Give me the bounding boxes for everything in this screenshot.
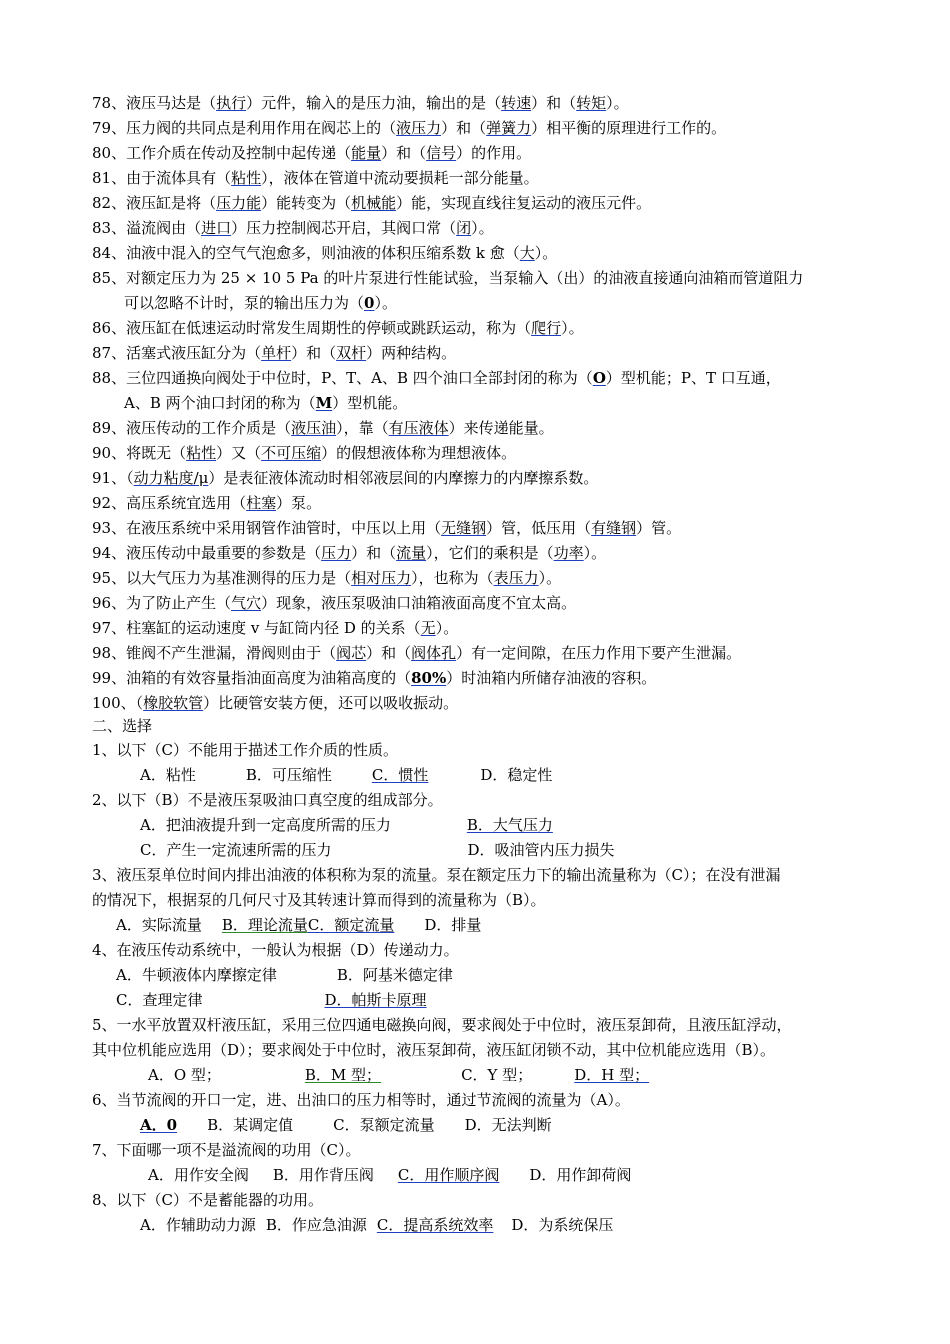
line-text: 79、压力阀的共同点是利用作用在阀芯上的（ — [92, 119, 397, 137]
line-text: ）和（ — [351, 544, 397, 562]
answer-text: 转矩 — [576, 94, 607, 112]
line-text: A．实际流量 — [116, 916, 202, 934]
answer-text: O — [592, 369, 606, 387]
choice-line — [92, 865, 781, 885]
answer-text: 气穴 — [231, 594, 262, 612]
line-text: 5、一水平放置双杆液压缸，采用三位四通电磁换向阀，要求阀处于中位时，液压泵卸荷，且液压缸浮动， — [92, 1016, 792, 1034]
choice-line — [92, 1015, 792, 1035]
answer-text: 弹簧力 — [486, 119, 532, 137]
line-text: ）和（ — [531, 94, 577, 112]
line-text: 94、液压传动中最重要的参数是（ — [92, 544, 322, 562]
choice-line — [148, 1165, 631, 1185]
line-text: 99、油箱的有效容量指油面高度为油箱高度的（ — [92, 669, 412, 687]
line-text: A．粘性 — [140, 766, 196, 784]
line-text: ）。 — [471, 219, 494, 237]
answer-text: 进口 — [201, 219, 232, 237]
line-text: D．用作卸荷阀 — [529, 1166, 632, 1184]
choice-line — [92, 940, 459, 960]
line-text: 6、当节流阀的开口一定，进、出油口的压力相等时，通过节流阀的流量为（A）。 — [92, 1091, 630, 1109]
answer-text: 有缝钢 — [591, 519, 637, 537]
line-text: 83、溢流阀由（ — [92, 219, 202, 237]
choice-line — [92, 790, 443, 810]
fill_in-line — [92, 343, 456, 363]
line-text: 可以忽略不计时，泵的输出压力为（ — [124, 294, 365, 312]
line-text: A．把油液提升到一定高度所需的压力 — [140, 816, 391, 834]
answer-text: 粘性 — [186, 444, 217, 462]
line-text: ）来传递能量。 — [448, 419, 554, 437]
line-text: D．吸油管内压力损失 — [467, 841, 615, 859]
answer-text: M — [315, 394, 333, 412]
line-text: ）有一定间隙，在压力作用下要产生泄漏。 — [456, 644, 742, 662]
line-text: 82、液压缸是将（ — [92, 194, 217, 212]
fill_in-line — [92, 693, 458, 713]
line-text: A．牛顿液体内摩擦定律 — [116, 966, 277, 984]
answer-text: 粘性 — [231, 169, 262, 187]
line-text: B．用作背压阀 — [272, 1166, 374, 1184]
answer-text: 压力能 — [216, 194, 262, 212]
line-text: 的情况下，根据泵的几何尺寸及其转速计算而得到的流量称为（B）。 — [92, 891, 546, 909]
line-text: ）和（ — [366, 644, 412, 662]
line-text: ）。 — [435, 619, 459, 637]
line-text: 92、高压系统宜选用（ — [92, 494, 247, 512]
line-text: ）两种结构。 — [366, 344, 457, 362]
line-text: D．排量 — [424, 916, 482, 934]
fill_in-line — [92, 593, 576, 613]
answer-text: 不可压缩 — [261, 444, 322, 462]
answer-text: 动力粘度/μ — [133, 469, 209, 487]
fill_in-line — [92, 643, 741, 663]
answer-text: 阀体孔 — [411, 644, 457, 662]
answer-text: 闭 — [456, 219, 472, 237]
line-text: 4、在液压传动系统中，一般认为根据（D）传递动力。 — [92, 941, 459, 959]
line-text: ）和（ — [381, 144, 427, 162]
line-text: 2、以下（B）不是液压泵吸油口真空度的组成部分。 — [92, 791, 443, 809]
answer-text: C．用作顺序阀 — [397, 1166, 500, 1184]
fill_in-line — [92, 243, 557, 263]
line-text: 85、对额定压力为 25 × 10 5 Pa 的叶片泵进行性能试验，当泵输入（出）的油液直接通向油箱而管道阻力 — [92, 269, 804, 287]
line-text: D．稳定性 — [480, 766, 553, 784]
answer-text: 能量 — [351, 144, 382, 162]
answer-text: 无 — [420, 619, 436, 637]
fill_in-line — [92, 543, 606, 563]
line-text: 86、液压缸在低速运动时常发生周期性的停顿或跳跃运动，称为（ — [92, 319, 532, 337]
line-text: C．产生一定流速所需的压力 — [140, 841, 332, 859]
answer-text: B．M 型； — [304, 1066, 382, 1084]
answer-text: 液压力 — [396, 119, 442, 137]
choice-line — [92, 740, 398, 760]
line-text: ）型机能。 — [332, 394, 408, 412]
line-text: D．为系统保压 — [511, 1216, 614, 1234]
answer-text: 功率 — [553, 544, 584, 562]
fill_in-line — [92, 418, 554, 438]
fill_in-line — [92, 568, 561, 588]
answer-text: 柱塞 — [246, 494, 277, 512]
choice-line — [92, 1090, 630, 1110]
choice-line — [124, 1115, 552, 1135]
line-text: A．用作安全阀 — [148, 1166, 249, 1184]
fill_in-line — [92, 443, 516, 463]
choice-line — [92, 1040, 775, 1060]
line-text: D．无法判断 — [464, 1116, 552, 1134]
line-text: ）现象，液压泵吸油口油箱液面高度不宜太高。 — [261, 594, 577, 612]
line-text: 97、柱塞缸的运动速度 v 与缸筒内径 D 的关系（ — [92, 619, 421, 637]
line-text: ）。 — [374, 294, 397, 312]
fill_in-line — [92, 318, 584, 338]
line-text: B．阿基米德定律 — [336, 966, 453, 984]
line-text: ）相平衡的原理进行工作的。 — [531, 119, 727, 137]
line-text: 95、以大气压力为基准测得的压力是（ — [92, 569, 352, 587]
answer-text: 有压液体 — [388, 419, 449, 437]
line-text: ）管，低压用（ — [486, 519, 592, 537]
line-text: ）的假想液体称为理想液体。 — [321, 444, 517, 462]
line-text: C．Y 型； — [461, 1066, 533, 1084]
choice-line — [92, 890, 546, 910]
line-text: ）时油箱内所储存油液的容积。 — [446, 669, 657, 687]
answer-text: 大 — [519, 244, 535, 262]
answer-text: D．H 型； — [574, 1066, 650, 1084]
fill_in-line — [92, 493, 321, 513]
answer-text: A．0 — [140, 1116, 178, 1134]
line-text: A．作辅助动力源 — [140, 1216, 256, 1234]
fill_in-line — [92, 518, 681, 538]
line-text: 3、液压泵单位时间内排出油液的体积称为泵的流量。泵在额定压力下的输出流量称为（C）；在没有泄漏 — [92, 866, 781, 884]
answer-text: C．额定流量 — [307, 916, 395, 934]
fill_in-line — [92, 118, 726, 138]
line-text: ）和（ — [291, 344, 337, 362]
line-text: C．查理定律 — [116, 991, 203, 1009]
section-title: 二、选择 — [92, 717, 153, 735]
line-text: ）。 — [534, 244, 558, 262]
line-text: 80、工作介质在传动及控制中起传递（ — [92, 144, 352, 162]
line-text: ）。 — [561, 319, 584, 337]
answer-text: 0 — [364, 294, 375, 312]
line-text: 91、（ — [92, 469, 134, 487]
choice-line — [140, 815, 553, 835]
choice-line — [140, 765, 552, 785]
answer-text: 机械能 — [351, 194, 397, 212]
answer-text: 液压油 — [291, 419, 337, 437]
line-text: 其中位机能应选用（D）；要求阀处于中位时，液压泵卸荷，液压缸闭锁不动，其中位机能应选用（B）。 — [92, 1041, 776, 1059]
answer-text: 压力 — [321, 544, 352, 562]
answer-text: D．帕斯卡原理 — [324, 991, 427, 1009]
line-text: ）又（ — [216, 444, 262, 462]
choice-line — [148, 1065, 649, 1085]
fill_in-line — [92, 143, 531, 163]
line-text: 1、以下（C）不能用于描述工作介质的性质。 — [92, 741, 399, 759]
answer-text: C．提高系统效率 — [376, 1216, 494, 1234]
line-text: ）。 — [538, 569, 562, 587]
fill_in-line — [92, 168, 539, 188]
answer-text: 执行 — [216, 94, 247, 112]
choice-line — [140, 1215, 613, 1235]
line-text: ）是表征液体流动时相邻液层间的内摩擦力的内摩擦系数。 — [208, 469, 599, 487]
answer-text: 转速 — [501, 94, 532, 112]
choice-line — [116, 965, 453, 985]
answer-text: 80% — [411, 669, 447, 687]
line-text: A．O 型； — [148, 1066, 221, 1084]
line-text: 96、为了防止产生（ — [92, 594, 232, 612]
line-text: ），也称为（ — [411, 569, 494, 587]
line-text: ），液体在管道中流动要损耗一部分能量。 — [261, 169, 539, 187]
answer-text: 表压力 — [493, 569, 539, 587]
fill_in-line — [92, 468, 598, 488]
line-text: ）型机能；P、T 口互通， — [605, 369, 781, 387]
fill_in-line — [92, 668, 656, 688]
line-text: 84、油液中混入的空气气泡愈多，则油液的体积压缩系数 k 愈（ — [92, 244, 520, 262]
line-text: 7、下面哪一项不是溢流阀的功用（C）。 — [92, 1141, 361, 1159]
line-text: 78、液压马达是（ — [92, 94, 217, 112]
line-text: ）元件，输入的是压力油，输出的是（ — [246, 94, 502, 112]
line-text: ）。 — [606, 94, 629, 112]
answer-text: 无缝钢 — [441, 519, 487, 537]
fill_in-line — [124, 393, 407, 413]
line-text: ）泵。 — [276, 494, 322, 512]
line-text: ），靠（ — [336, 419, 389, 437]
choice-line — [140, 840, 615, 860]
choice-line — [92, 1190, 323, 1210]
fill_in-line — [124, 293, 397, 313]
line-text: 100、（ — [92, 694, 144, 712]
line-text: ）能转变为（ — [261, 194, 352, 212]
fill_in-line — [92, 268, 803, 288]
fill_in-line — [92, 193, 651, 213]
line-text: ）的作用。 — [456, 144, 532, 162]
fill_in-line — [92, 93, 629, 113]
line-text: ）管。 — [636, 519, 682, 537]
line-text: 90、将既无（ — [92, 444, 187, 462]
line-text: A、B 两个油口封闭的称为（ — [124, 394, 316, 412]
choice-line — [92, 1140, 361, 1160]
line-text: B．某调定值 — [207, 1116, 294, 1134]
line-text: 81、由于流体具有（ — [92, 169, 232, 187]
line-text: C．泵额定流量 — [333, 1116, 435, 1134]
line-text: ）比硬管安装方便，还可以吸收振动。 — [203, 694, 459, 712]
answer-text: 双杆 — [336, 344, 367, 362]
answer-text: C．惯性 — [371, 766, 429, 784]
answer-text: 爬行 — [531, 319, 562, 337]
line-text: 88、三位四通换向阀处于中位时，P、T、A、B 四个油口全部封闭的称为（ — [92, 369, 593, 387]
line-text: ）和（ — [441, 119, 487, 137]
line-text: B．可压缩性 — [245, 766, 332, 784]
line-text: 98、锥阀不产生泄漏，滑阀则由于（ — [92, 644, 337, 662]
line-text: ）压力控制阀芯开启，其阀口常（ — [231, 219, 457, 237]
choice-line — [116, 990, 427, 1010]
line-text: 93、在液压系统中采用钢管作油管时，中压以上用（ — [92, 519, 442, 537]
answer-text: 流量 — [396, 544, 427, 562]
line-text: B．作应急油源 — [265, 1216, 367, 1234]
fill_in-line — [92, 368, 781, 388]
fill_in-line — [92, 218, 494, 238]
answer-text: B．理论流量 — [221, 916, 308, 934]
line-text: 8、以下（C）不是蓄能器的功用。 — [92, 1191, 324, 1209]
line-text: 89、液压传动的工作介质是（ — [92, 419, 292, 437]
line-text: ）能，实现直线往复运动的液压元件。 — [396, 194, 652, 212]
answer-text: 信号 — [426, 144, 457, 162]
answer-text: B．大气压力 — [466, 816, 553, 834]
line-text: ）。 — [583, 544, 607, 562]
fill_in-line — [92, 618, 458, 638]
line-text: 87、活塞式液压缸分为（ — [92, 344, 262, 362]
answer-text: 相对压力 — [351, 569, 412, 587]
choice-line — [116, 915, 481, 935]
answer-text: 橡胶软管 — [143, 694, 204, 712]
answer-text: 单杆 — [261, 344, 292, 362]
line-text: ），它们的乘积是（ — [426, 544, 554, 562]
answer-text: 阀芯 — [336, 644, 367, 662]
